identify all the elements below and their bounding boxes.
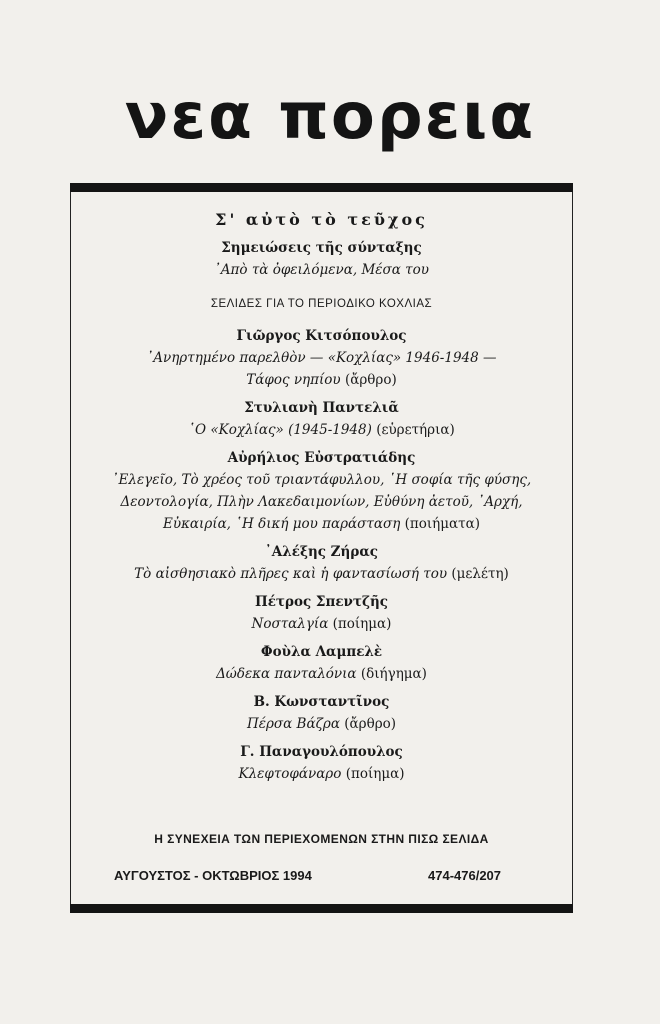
entry-note: (μελέτη) xyxy=(451,566,509,582)
entry-author: Στυλιανὴ Παντελιᾶ xyxy=(244,400,399,416)
entry-author: Γ. Παναγουλόπουλος xyxy=(240,744,403,760)
entry-note: (ποίημα) xyxy=(345,766,405,782)
entry-note: (εὑρετήρια) xyxy=(376,422,455,438)
entry-note: (ἄρθρο) xyxy=(344,716,397,732)
entry-author: Γιῶργος Κιτσόπουλος xyxy=(236,328,407,344)
magazine-masthead: νεα πορεια xyxy=(124,80,536,154)
issue-date: ΑΥΓΟΥΣΤΟΣ - ΟΚΤΩΒΡΙΟΣ 1994 xyxy=(114,868,312,883)
entry-work: Τάφος νηπίου (ἄρθρο) xyxy=(246,372,397,388)
entry-note: (διήγημα) xyxy=(360,666,427,682)
entry-work: Δώδεκα πανταλόνια (διήγημα) xyxy=(216,666,427,682)
entry-work: Πέρσα Βάζρα (ἄρθρο) xyxy=(246,716,397,732)
issue-heading: Σ' αὐτὸ τὸ τεῦχος xyxy=(215,210,428,229)
entry-work: ᾿Ελεγεῖο, Τὸ χρέος τοῦ τριαντάφυλλου, ῾Η σοφία τῆς φύσης, xyxy=(111,472,532,488)
entry-note: (ἄρθρο) xyxy=(344,372,397,388)
section-title: ΣΕΛΙΔΕΣ ΓΙΑ ΤΟ ΠΕΡΙΟΔΙΚΟ ΚΟΧΛΙΑΣ xyxy=(210,298,433,310)
entry-work: ᾿Ανηρτημένο παρελθὸν — «Κοχλίας» 1946-1948 — xyxy=(146,350,497,366)
top-rule xyxy=(70,183,573,192)
editorial-author: Σημειώσεις τῆς σύνταξης xyxy=(221,240,422,256)
entry-author: Β. Κωνσταντῖνος xyxy=(253,694,390,710)
continuation-note: Η ΣΥΝΕΧΕΙΑ ΤΩΝ ΠΕΡΙΕΧΟΜΕΝΩΝ ΣΤΗΝ ΠΙΣΩ ΣΕΛΙΔΑ xyxy=(154,832,489,846)
entry-author: Αὐρήλιος Εὐστρατιάδης xyxy=(227,450,416,466)
entry-work: Δεοντολογία, Πλὴν Λακεδαιμονίων, Εὐθύνη ἀετοῦ, ᾿Αρχή, xyxy=(120,494,523,510)
entry-author: Πέτρος Σπεντζῆς xyxy=(254,594,389,610)
table-of-contents xyxy=(72,210,571,785)
entry-work: Εὐκαιρία, ῾Η δική μου παράσταση (ποιήματα) xyxy=(163,516,480,532)
editorial-work: ᾿Απὸ τὰ ὀφειλόμενα, Μέσα του xyxy=(214,262,429,278)
entry-author: Φοὺλα Λαμπελὲ xyxy=(260,644,383,660)
entry-work: Νοσταλγία (ποίημα) xyxy=(251,616,392,632)
entry-work: ῾Ο «Κοχλίας» (1945-1948) (εὑρετήρια) xyxy=(188,422,455,438)
entry-note: (ποίημα) xyxy=(332,616,392,632)
entry-note: (ποιήματα) xyxy=(404,516,480,532)
issue-number: 474-476/207 xyxy=(428,868,502,883)
entry-author: ᾿Αλέξης Ζήρας xyxy=(265,544,378,560)
bottom-rule xyxy=(70,904,573,913)
entry-work: Κλεφτοφάναρο (ποίημα) xyxy=(238,766,405,782)
entry-work: Τὸ αἰσθησιακὸ πλῆρες καὶ ἡ φαντασίωσή του (μελέτη) xyxy=(134,566,509,582)
